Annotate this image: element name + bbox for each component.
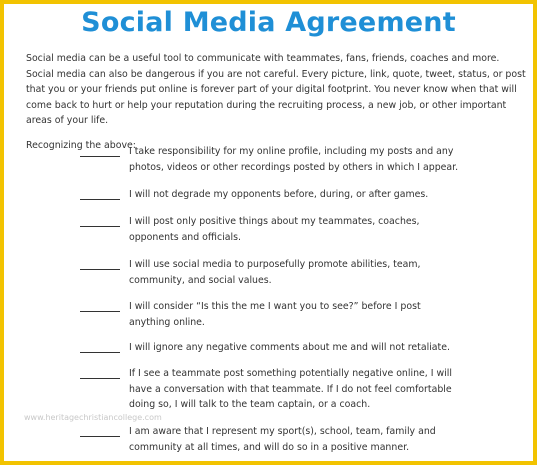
agreement-text: I will ignore any negative comments about me and will not retaliate.	[129, 342, 450, 353]
initials-blank	[80, 436, 120, 437]
agreement-text: I take responsibility for my online profile, including my posts and any photos, videos or other recordings posted by others in which I appear.	[129, 146, 459, 173]
initials-blank	[80, 352, 120, 353]
agreement-text: I will not degrade my opponents before, during, or after games.	[129, 189, 429, 200]
intro-section	[26, 51, 526, 153]
agreement-text: I am aware that I represent my sport(s), school, team, family and community at all times, and will do so in a positive manner.	[129, 426, 436, 453]
initials-blank	[80, 199, 120, 200]
initials-blank	[80, 156, 120, 157]
initials-blank	[80, 311, 120, 312]
agreement-text: If I see a teammate post something potentially negative online, I will have a conversation with that teammate. If I do not feel comfortable doing so, I will talk to the team captain, or a coach.	[129, 368, 452, 410]
watermark-text: www.heritagechristiancollege.com	[24, 413, 162, 422]
page-title: Social Media Agreement	[81, 7, 456, 38]
lead-text: Recognizing the above:	[26, 139, 136, 151]
initials-blank	[80, 269, 120, 270]
agreement-text: I will post only positive things about my teammates, coaches, opponents and officials.	[129, 216, 420, 243]
agreement-text: I will consider “Is this the me I want you to see?” before I post anything online.	[129, 301, 421, 328]
agreement-text: I will use social media to purposefully promote abilities, team, community, and social values.	[129, 259, 421, 286]
initials-blank	[80, 378, 120, 379]
initials-blank	[80, 226, 120, 227]
intro-paragraph: Social media can be a useful tool to communicate with teammates, fans, friends, coaches and more. Social media can also be dangerous if you are not careful. Every picture, link, quote, tweet, status, or post that you or your friends put online is forever part of your digital footprint. You never know when that will come back to hurt or help your reputation during the recruiting process, a new job, or other important areas of your life.	[26, 53, 526, 126]
